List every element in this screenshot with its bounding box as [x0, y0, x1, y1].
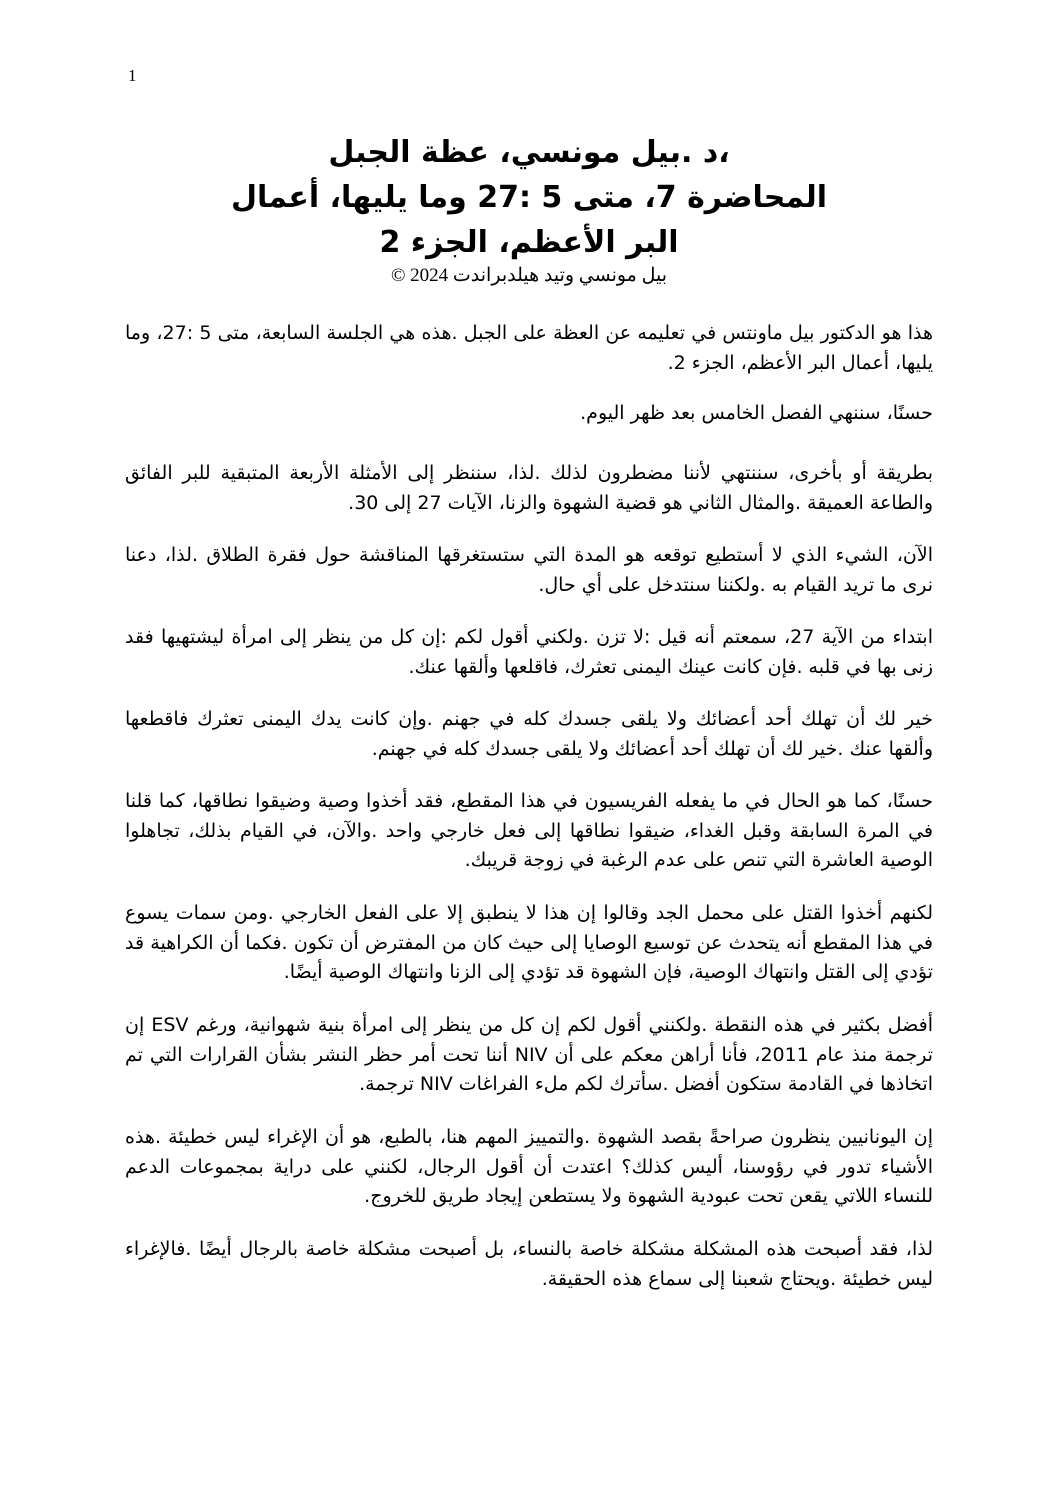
paragraph-2: حسنًا، سننهي الفصل الخامس بعد ظهر اليوم. [580, 402, 933, 424]
paragraph-1: هذا هو الدكتور بيل ماونتس في تعليمه عن العظة على الجبل .هذه هي الجلسة السابعة، متى 5 :27، وما يليها، أعمال البر الأعظم، الجزء 2. [125, 322, 933, 374]
title-line-1: ،د .بيل مونسي، عظة الجبل [328, 135, 730, 170]
paragraph-5: ابتداء من الآية 27، سمعتم أنه قيل :لا تزن .ولكني أقول لكم :إن كل من ينظر إلى امرأة ليشتهيها فقد زنى بها في قلبه .فإن كانت عينك اليمنى تعثرك، فاقلعها وألقها عنك. [125, 626, 933, 678]
paragraph-10: إن اليونانيين ينظرون صراحةً بقصد الشهوة .والتمييز المهم هنا، بالطبع، هو أن الإغراء ليس خطيئة .هذه الأشياء تدور في رؤوسنا، أليس كذلك؟ اعتدت أن أقول الرجال، لكنني على دراية بمجموعات الدعم للنساء اللاتي يقعن تحت عبودية الشهوة ولا يستطعن إيجاد طريق للخروج. [125, 1126, 933, 1207]
paragraph-6: خير لك أن تهلك أحد أعضائك ولا يلقى جسدك كله في جهنم .وإن كانت يدك اليمنى تعثرك فاقطعها وألقها عنك .خير لك أن تهلك أحد أعضائك ولا يلقى جسدك كله في جهنم. [125, 708, 933, 760]
title-block [150, 130, 908, 289]
page-number: 1 [128, 66, 137, 85]
paragraph-11: لذا، فقد أصبحت هذه المشكلة مشكلة خاصة بالنساء، بل أصبحت مشكلة خاصة بالرجال أيضًا .فالإغراء ليس خطيئة .ويحتاج شعبنا إلى سماع هذه الحقيقة. [125, 1238, 933, 1290]
title-line-2: المحاضرة 7، متى 5 :27 وما يليها، أعمال [230, 180, 827, 215]
paragraph-8: لكنهم أخذوا القتل على محمل الجد وقالوا إن هذا لا ينطبق إلا على الفعل الخارجي .ومن سمات يسوع في هذا المقطع أنه يتحدث عن توسيع الوصايا إلى حيث كان من المفترض أن تكون .فكما أن الكراهية قد تؤدي إلى القتل وانتهاك الوصية، فإن الشهوة قد تؤدي إلى الزنا وانتهاك الوصية أيضًا. [125, 902, 933, 983]
paragraph-7: حسنًا، كما هو الحال في ما يفعله الفريسيون في هذا المقطع، فقد أخذوا وصية وضيقوا نطاقها، كما قلنا في المرة السابقة وقبل الغداء، ضيقوا نطاقها إلى فعل خارجي واحد .والآن، في القيام بذلك، تجاهلوا الوصية العاشرة التي تنص على عدم الرغبة في زوجة قريبك. [125, 790, 933, 871]
copyright-line: بيل مونسي وتيد هيلدبراندت 2024 © [390, 265, 668, 286]
title-line-3: البر الأعظم، الجزء 2 [379, 225, 679, 260]
paragraph-3: بطريقة أو بأخرى، سننتهي لأننا مضطرون لذلك .لذا، سننظر إلى الأمثلة الأربعة المتبقية للبر الفائق والطاعة العميقة .والمثال الثاني هو قضية الشهوة والزنا، الآيات 27 إلى 30. [125, 462, 933, 514]
paragraph-9: أفضل بكثير في هذه النقطة .ولكنني أقول لكم إن كل من ينظر إلى امرأة بنية شهوانية، ورغم ESV إن ترجمة منذ عام 2011، فأنا أراهن معكم على أن NIV أننا تحت أمر حظر النشر بشأن القرارات التي تم اتخاذها في القادمة ستكون أفضل .سأترك لكم ملء الفراغات NIV ترجمة. [125, 1014, 933, 1095]
paragraph-4: الآن، الشيء الذي لا أستطيع توقعه هو المدة التي ستستغرقها المناقشة حول فقرة الطلاق .لذا، دعنا نرى ما تريد القيام به .ولكننا سنتدخل على أي حال. [125, 544, 933, 596]
